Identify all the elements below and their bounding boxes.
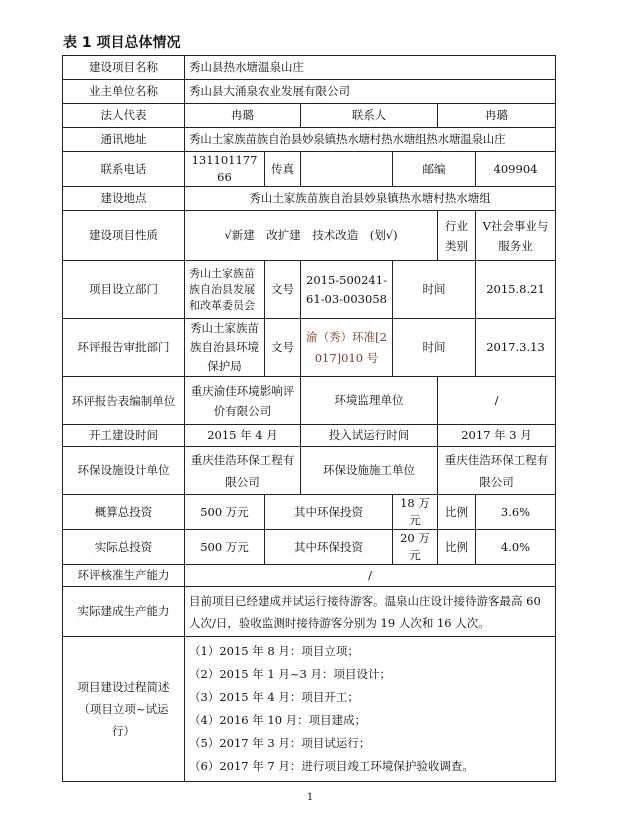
table-row bbox=[63, 447, 556, 495]
industry-value: Ⅴ社会事业与服务业 bbox=[476, 211, 556, 261]
table-row bbox=[63, 187, 556, 211]
env-design-label: 环保设施设计单位 bbox=[63, 447, 185, 495]
budget-label: 概算总投资 bbox=[63, 495, 185, 530]
fax-label: 传真 bbox=[265, 152, 301, 187]
trial-label: 投入试运行时间 bbox=[301, 425, 438, 447]
approval-time-label: 时间 bbox=[393, 261, 476, 319]
location-value: 秀山土家族苗族自治县妙泉镇热水塘村热水塘组 bbox=[185, 187, 556, 211]
eia-time-label: 时间 bbox=[393, 319, 476, 377]
table-row bbox=[63, 377, 556, 425]
list-item: （6）2017 年 7 月：进行项目竣工环境保护验收调查。 bbox=[189, 759, 474, 773]
actual-ratio-value: 4.0% bbox=[476, 530, 556, 565]
zip-value: 409904 bbox=[476, 152, 556, 187]
eia-dept-value: 秀山土家族苗族自治县环境保护局 bbox=[185, 319, 265, 377]
project-overview-table bbox=[62, 55, 556, 782]
approval-dept-label: 项目设立部门 bbox=[63, 261, 185, 319]
eia-doc-value: 渝（秀）环准[2017]010 号 bbox=[301, 319, 393, 377]
eia-doc-label: 文号 bbox=[265, 319, 301, 377]
env-build-value: 重庆佳浩环保工程有限公司 bbox=[438, 447, 556, 495]
monitor-label: 环境监理单位 bbox=[301, 377, 438, 425]
process-list bbox=[185, 637, 556, 782]
budget-ratio-value: 3.6% bbox=[476, 495, 556, 530]
page-number: 1 bbox=[306, 792, 314, 803]
nature-value: √新建 改扩建 技术改造 (划√) bbox=[185, 211, 438, 261]
project-name-label: 建设项目名称 bbox=[63, 56, 185, 80]
table-row bbox=[63, 152, 556, 187]
approval-dept-value: 秀山土家族苗族自治县发展和改革委员会 bbox=[185, 261, 265, 319]
fax-value bbox=[301, 152, 393, 187]
industry-label: 行业类别 bbox=[438, 211, 476, 261]
address-label: 通讯地址 bbox=[63, 128, 185, 152]
actual-label: 实际总投资 bbox=[63, 530, 185, 565]
table-row bbox=[63, 587, 556, 637]
approval-time-value: 2015.8.21 bbox=[476, 261, 556, 319]
table-row bbox=[63, 104, 556, 128]
actual-ratio-label: 比例 bbox=[438, 530, 476, 565]
list-item: （3）2015 年 4 月：项目开工； bbox=[189, 690, 359, 704]
env-build-label: 环保设施施工单位 bbox=[301, 447, 438, 495]
phone-label: 联系电话 bbox=[63, 152, 185, 187]
phone-value: 13110117766 bbox=[185, 152, 265, 187]
table-row bbox=[63, 565, 556, 587]
table-row bbox=[63, 261, 556, 319]
table-row bbox=[63, 319, 556, 377]
eia-unit-value: 重庆渝佳环境影响评价有限公司 bbox=[185, 377, 301, 425]
approval-doc-label: 文号 bbox=[265, 261, 301, 319]
list-item: （5）2017 年 3 月：项目试运行； bbox=[189, 736, 371, 750]
approval-doc-value: 2015-500241-61-03-003058 bbox=[301, 261, 393, 319]
eia-time-value: 2017.3.13 bbox=[476, 319, 556, 377]
table-row bbox=[63, 495, 556, 530]
start-label: 开工建设时间 bbox=[63, 425, 185, 447]
list-item: （2）2015 年 1 月~3 月：项目设计； bbox=[189, 667, 391, 681]
budget-value: 500 万元 bbox=[185, 495, 265, 530]
eia-capacity-value: / bbox=[185, 565, 556, 587]
location-label: 建设地点 bbox=[63, 187, 185, 211]
owner-label: 业主单位名称 bbox=[63, 80, 185, 104]
budget-env-value: 18 万元 bbox=[393, 495, 438, 530]
table-row bbox=[63, 128, 556, 152]
table-row bbox=[63, 637, 556, 782]
actual-env-label: 其中环保投资 bbox=[265, 530, 393, 565]
contact-value: 冉璐 bbox=[438, 104, 556, 128]
eia-capacity-label: 环评核准生产能力 bbox=[63, 565, 185, 587]
table-row bbox=[63, 211, 556, 261]
actual-capacity-label: 实际建成生产能力 bbox=[63, 587, 185, 637]
nature-label: 建设项目性质 bbox=[63, 211, 185, 261]
process-label: 项目建设过程简述（项目立项~试运行） bbox=[63, 637, 185, 782]
actual-env-value: 20 万元 bbox=[393, 530, 438, 565]
table-row bbox=[63, 530, 556, 565]
legal-label: 法人代表 bbox=[63, 104, 185, 128]
owner-value: 秀山县大涌泉农业发展有限公司 bbox=[185, 80, 556, 104]
table-row bbox=[63, 56, 556, 80]
trial-value: 2017 年 3 月 bbox=[438, 425, 556, 447]
start-value: 2015 年 4 月 bbox=[185, 425, 301, 447]
env-design-value: 重庆佳浩环保工程有限公司 bbox=[185, 447, 301, 495]
zip-label: 邮编 bbox=[393, 152, 476, 187]
project-name-value: 秀山县热水塘温泉山庄 bbox=[185, 56, 556, 80]
table-row bbox=[63, 80, 556, 104]
monitor-value: / bbox=[438, 377, 556, 425]
actual-capacity-value: 目前项目已经建成并试运行接待游客。温泉山庄设计接待游客最高 60 人次/日，验收监测时接待游客分别为 19 人次和 16 人次。 bbox=[185, 587, 556, 637]
table-row bbox=[63, 425, 556, 447]
legal-value: 冉璐 bbox=[185, 104, 301, 128]
address-value: 秀山土家族苗族自治县妙泉镇热水塘村热水塘组热水塘温泉山庄 bbox=[185, 128, 556, 152]
budget-env-label: 其中环保投资 bbox=[265, 495, 393, 530]
budget-ratio-label: 比例 bbox=[438, 495, 476, 530]
table-title: 表 1 项目总体情况 bbox=[63, 35, 181, 51]
eia-dept-label: 环评报告审批部门 bbox=[63, 319, 185, 377]
list-item: （1）2015 年 8 月：项目立项； bbox=[189, 644, 359, 658]
actual-value: 500 万元 bbox=[185, 530, 265, 565]
list-item: （4）2016 年 10 月：项目建成； bbox=[189, 713, 367, 727]
contact-label: 联系人 bbox=[301, 104, 438, 128]
eia-unit-label: 环评报告表编制单位 bbox=[63, 377, 185, 425]
